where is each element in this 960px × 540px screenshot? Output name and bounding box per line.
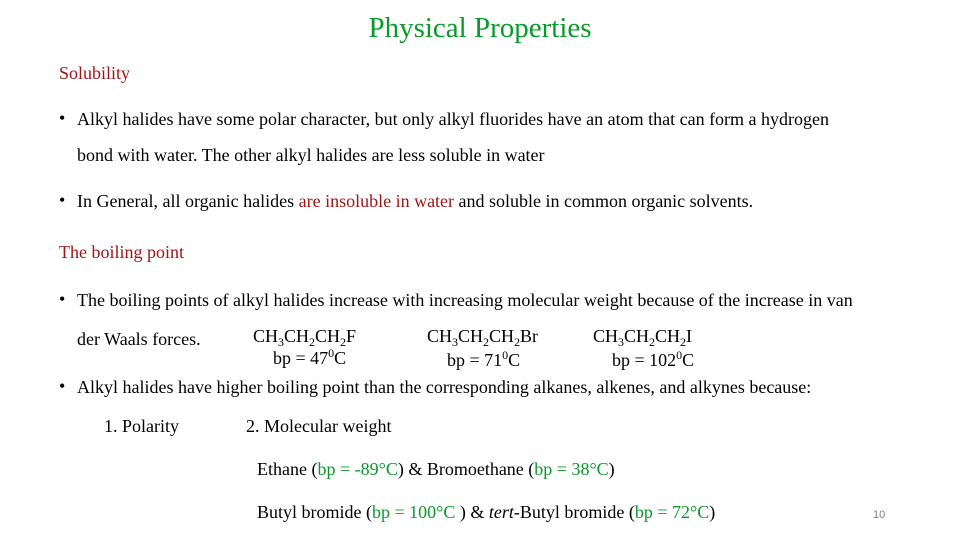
boiling-heading: The boiling point — [59, 242, 184, 262]
solubility-bullet2: In General, all organic halides are insoluble in water and soluble in common organic solvents. — [77, 191, 754, 211]
solubility-bullet1-line2: bond with water. The other alkyl halides are less soluble in water — [77, 145, 545, 165]
bullet-marker: • — [59, 289, 66, 309]
reason-polarity: 1. Polarity — [104, 416, 179, 436]
reason-molecular-weight: 2. Molecular weight — [246, 416, 392, 436]
bp-propyl-fluoride: bp = $47^0C$ — [273, 346, 347, 368]
formula-propyl-fluoride: $CH_3CH_2CH_2F$ — [253, 326, 357, 349]
boiling-bullet1-line2: der Waals forces. — [77, 329, 201, 349]
bullet-marker: • — [59, 376, 66, 396]
bp-propyl-iodide: bp = $102^0C$ — [612, 348, 695, 370]
formula-propyl-bromide: $CH_3CH_2CH_2Br$ — [427, 326, 539, 349]
boiling-bullet2: Alkyl halides have higher boiling point than the corresponding alkanes, alkenes, and alkynes because: — [77, 377, 812, 397]
solubility-bullet1-line1: Alkyl halides have some polar character, but only alkyl fluorides have an atom that can form a hydrogen — [77, 109, 830, 129]
slide-title: Physical Properties — [368, 12, 592, 44]
boiling-bullet1-line1: The boiling points of alkyl halides increase with increasing molecular weight because of the increase in van — [77, 290, 853, 310]
page-number: 10 — [873, 509, 886, 521]
bp-propyl-bromide: bp = $71^0C$ — [447, 348, 521, 370]
bullet-marker: • — [59, 190, 66, 210]
example-butyl-bromides: Butyl bromide (bp = 100°C ) & tert-Butyl bromide (bp = 72°C) — [257, 502, 716, 522]
bullet-marker: • — [59, 108, 66, 128]
formula-propyl-iodide: $CH_3CH_2CH_2I$ — [593, 326, 693, 349]
solubility-heading: Solubility — [59, 63, 131, 83]
example-ethane-bromoethane: Ethane (bp = -89°C) & Bromoethane (bp = 38°C) — [257, 459, 615, 479]
